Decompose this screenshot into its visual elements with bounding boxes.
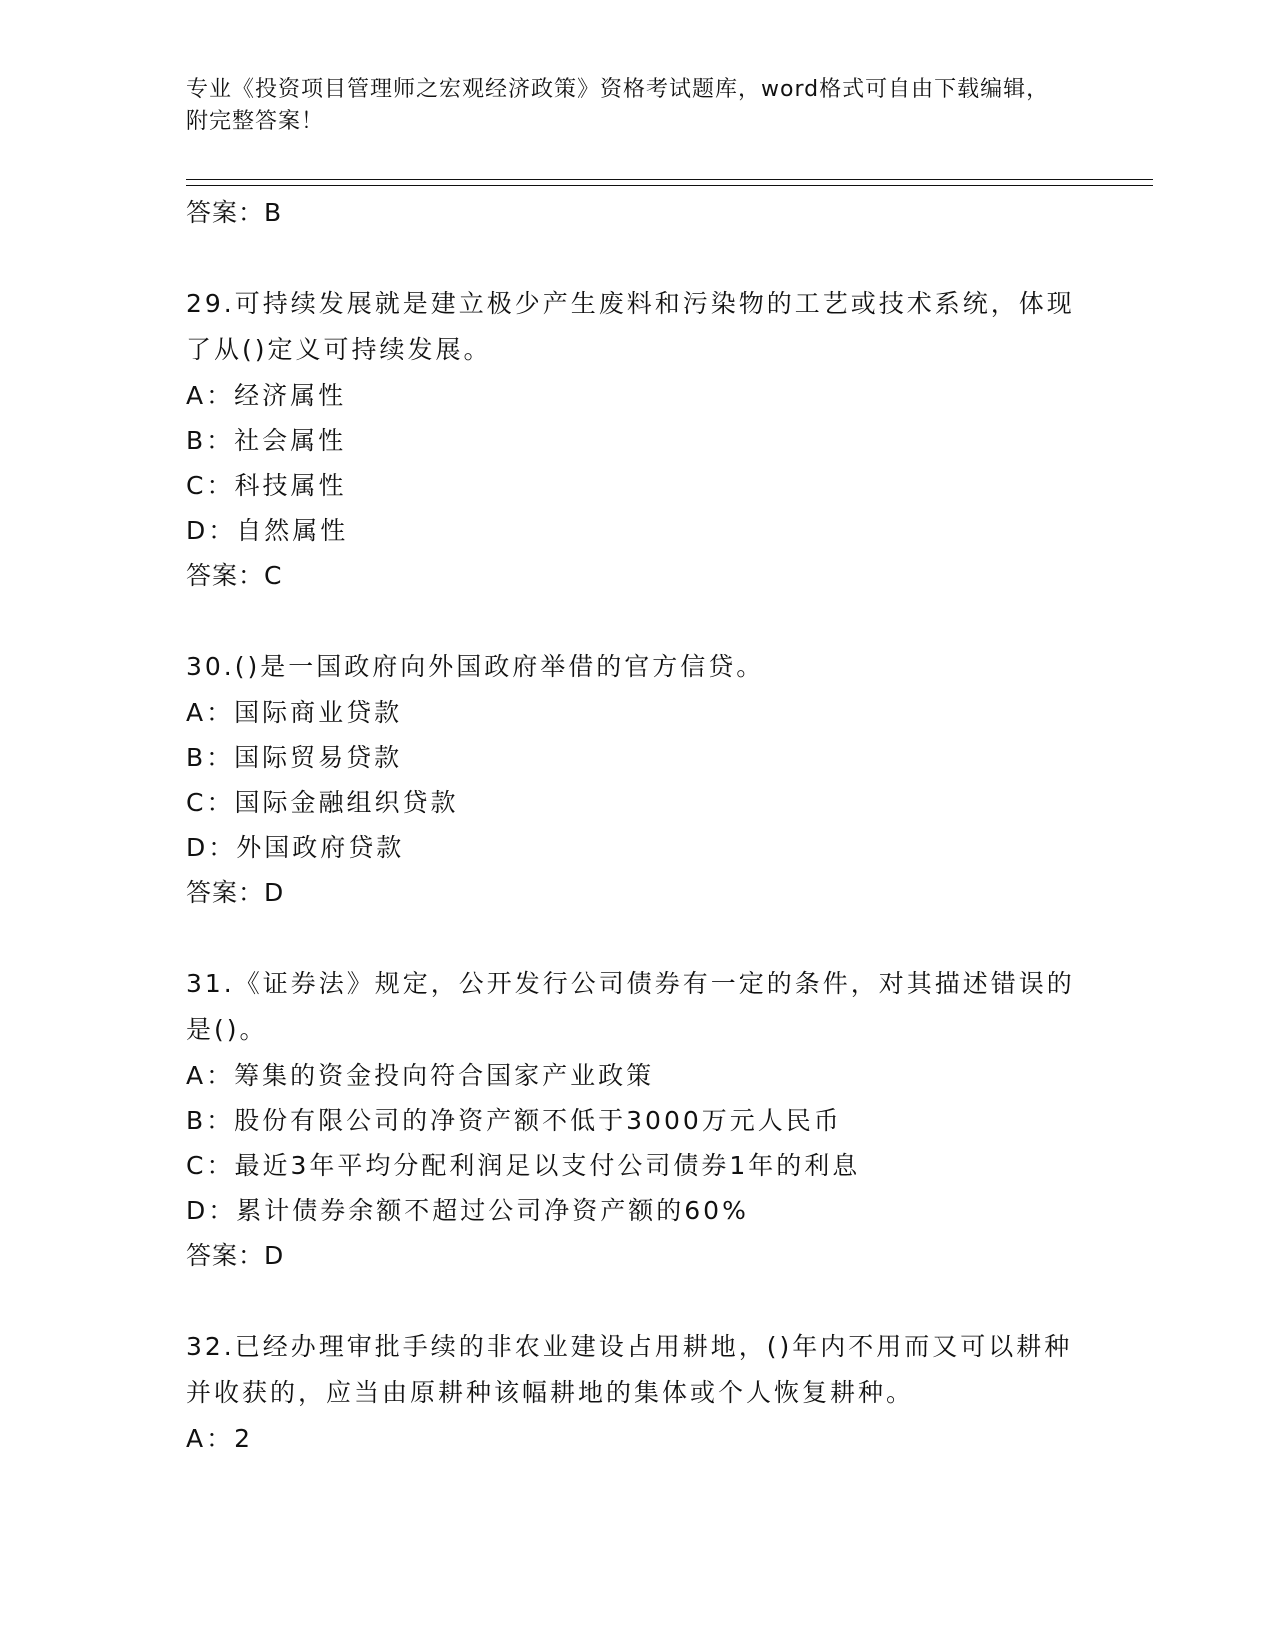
option-c: C：国际金融组织贷款 xyxy=(186,788,459,817)
document-header xyxy=(186,74,1056,138)
option-c: C：科技属性 xyxy=(186,471,347,500)
header-divider-thin xyxy=(186,185,1153,186)
question-block xyxy=(186,281,1086,598)
question-list xyxy=(186,190,1086,1461)
answer-line: 答案：C xyxy=(186,561,283,590)
option-d: D：外国政府贷款 xyxy=(186,833,405,862)
option-a: A：筹集的资金投向符合国家产业政策 xyxy=(186,1061,655,1090)
option-d: D：累计债券余额不超过公司净资产额的60% xyxy=(186,1196,749,1225)
answer-line: 答案：B xyxy=(186,198,283,227)
option-b: B：国际贸易贷款 xyxy=(186,743,403,772)
question-text: 32.已经办理审批手续的非农业建设占用耕地，()年内不用而又可以耕种并收获的，应当由原耕种该幅耕地的集体或个人恢复耕种。 xyxy=(186,1332,1073,1407)
option-a: A：国际商业贷款 xyxy=(186,698,403,727)
option-a: A：经济属性 xyxy=(186,381,347,410)
option-a: A：2 xyxy=(186,1424,254,1453)
question-block xyxy=(186,644,1086,915)
question-text: 29.可持续发展就是建立极少产生废料和污染物的工艺或技术系统，体现了从()定义可持续发展。 xyxy=(186,289,1075,364)
question-text: 31.《证券法》规定，公开发行公司债券有一定的条件，对其描述错误的是()。 xyxy=(186,969,1075,1044)
header-title: 专业《投资项目管理师之宏观经济政策》资格考试题库，word格式可自由下载编辑，附完整答案！ xyxy=(186,77,1050,134)
answer-line: 答案：D xyxy=(186,878,285,907)
option-b: B：社会属性 xyxy=(186,426,347,455)
option-b: B：股份有限公司的净资产额不低于3000万元人民币 xyxy=(186,1106,842,1135)
question-text: 30.()是一国政府向外国政府举借的官方信贷。 xyxy=(186,652,765,681)
header-divider xyxy=(186,179,1153,180)
question-block xyxy=(186,961,1086,1278)
question-block xyxy=(186,1324,1086,1461)
option-c: C：最近3年平均分配利润足以支付公司债券1年的利息 xyxy=(186,1151,861,1180)
option-d: D：自然属性 xyxy=(186,516,349,545)
answer-line: 答案：D xyxy=(186,1241,285,1270)
